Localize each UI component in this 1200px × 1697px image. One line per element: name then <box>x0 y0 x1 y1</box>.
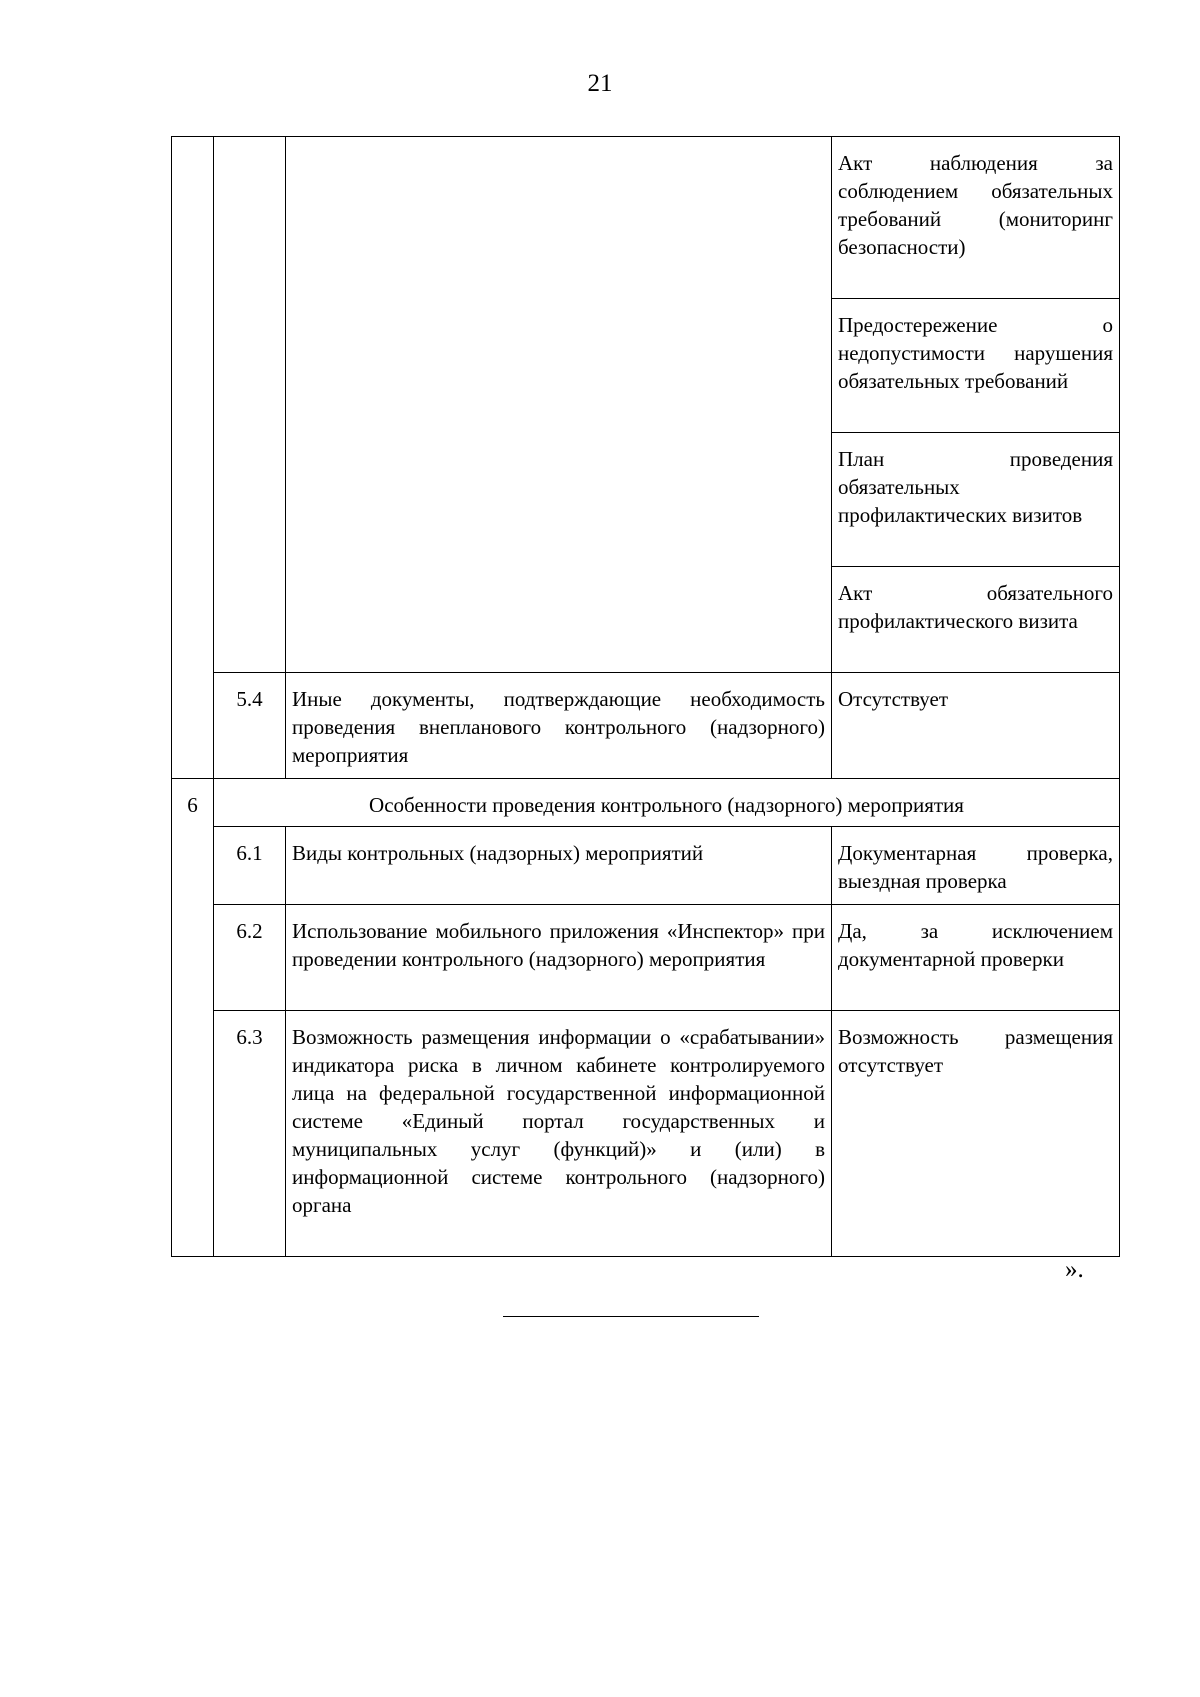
row-number: 6.1 <box>214 827 286 905</box>
table-row <box>172 137 1120 299</box>
page-number: 21 <box>587 70 613 97</box>
row-number: 5.4 <box>214 673 286 779</box>
row-value: Возможность размещения отсутствует <box>832 1011 1120 1257</box>
section-title: Особенности проведения контрольного (надзорного) мероприятия <box>214 779 1120 827</box>
end-divider-line <box>503 1316 759 1317</box>
regulation-table <box>171 136 1120 1257</box>
row-value: Документарная проверка, выездная проверка <box>832 827 1120 905</box>
table-row <box>172 827 1120 905</box>
row-value: Отсутствует <box>832 673 1120 779</box>
text-cell <box>286 137 832 673</box>
table-row <box>172 905 1120 1011</box>
row-description: Возможность размещения информации о «срабатывании» индикатора риска в личном кабинете контролируемого лица на федеральной государственной информационной системе «Единый портал государственных и муниципальных услуг (функций)» и (или) в информационной системе контрольного (надзорного) органа <box>286 1011 832 1257</box>
row-description: Использование мобильного приложения «Инспектор» при проведении контрольного (надзорного) мероприятия <box>286 905 832 1011</box>
document-item: План проведения обязательных профилактических визитов <box>832 433 1120 567</box>
num-cell <box>214 137 286 673</box>
row-number: 6.3 <box>214 1011 286 1257</box>
document-item: Акт наблюдения за соблюдением обязательных требований (мониторинг безопасности) <box>832 137 1120 299</box>
document-item: Предостережение о недопустимости нарушения обязательных требований <box>832 299 1120 433</box>
row-description: Виды контрольных (надзорных) мероприятий <box>286 827 832 905</box>
table-row <box>172 1011 1120 1257</box>
row-number: 6.2 <box>214 905 286 1011</box>
closing-quote: ». <box>1065 1256 1084 1283</box>
table-row <box>172 673 1120 779</box>
row-description: Иные документы, подтверждающие необходимость проведения внепланового контрольного (надзорного) мероприятия <box>286 673 832 779</box>
section-number: 6 <box>172 779 214 1257</box>
section-header-row <box>172 779 1120 827</box>
row-value: Да, за исключением документарной проверки <box>832 905 1120 1011</box>
document-item: Акт обязательного профилактического визита <box>832 567 1120 673</box>
section-5-cell <box>172 137 214 779</box>
